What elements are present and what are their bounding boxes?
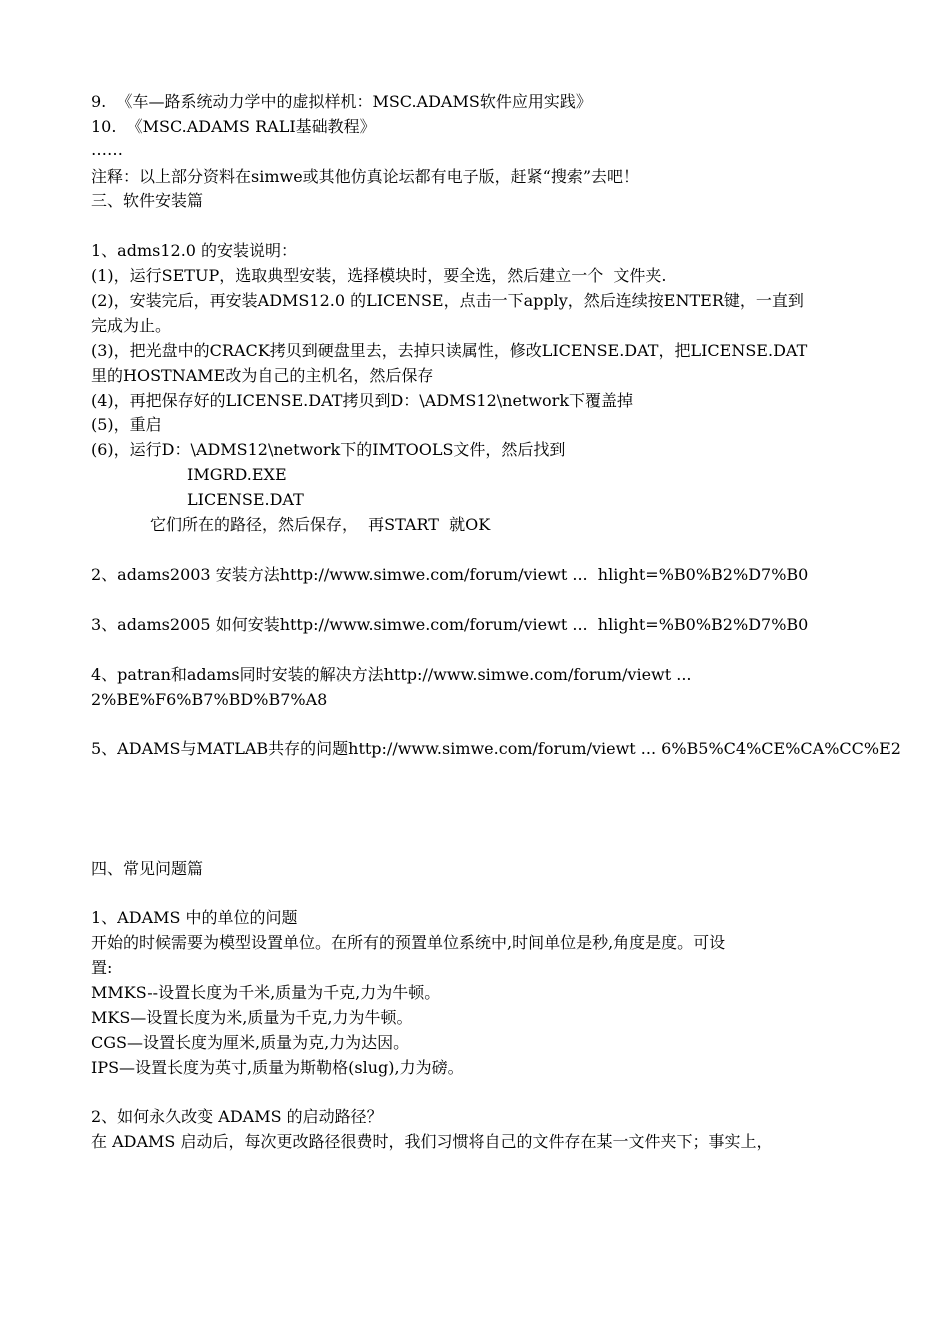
install-step-6: (6)，运行D：\ADMS12\network下的IMTOOLS文件，然后找到 bbox=[91, 440, 566, 459]
section-heading-faq: 四、常见问题篇 bbox=[91, 859, 204, 878]
install-step-4: (4)，再把保存好的LICENSE.DAT拷贝到D：\ADMS12\network下覆盖掉 bbox=[91, 391, 634, 410]
reference-item-10: 10. 《MSC.ADAMS RALI基础教程》 bbox=[91, 117, 376, 136]
install-step-3-cont: 里的HOSTNAME改为自己的主机名，然后保存 bbox=[91, 366, 434, 385]
faq-item-2-body: 在 ADAMS 启动后，每次更改路径很费时，我们习惯将自己的文件存在某一文件夹下；事实上， bbox=[91, 1132, 773, 1151]
install-step-1: (1)，运行SETUP，选取典型安装，选择模块时，要全选，然后建立一个 文件夹. bbox=[91, 266, 667, 285]
install-item-2: 2、adams2003 安装方法http://www.simwe.com/forum/viewt ... hlight=%B0%B2%D7%B0 bbox=[91, 565, 809, 584]
install-step-3: (3)，把光盘中的CRACK拷贝到硬盘里去，去掉只读属性，修改LICENSE.DAT，把LICENSE.DAT bbox=[91, 341, 808, 360]
unit-cgs: CGS—设置长度为厘米,质量为克,力为达因。 bbox=[91, 1033, 410, 1052]
ellipsis: …… bbox=[91, 140, 123, 159]
note-paragraph: 注释：以上部分资料在simwe或其他仿真论坛都有电子版，赶紧“搜索”去吧！ bbox=[91, 167, 640, 186]
unit-ips: IPS—设置长度为英寸,质量为斯勒格(slug),力为磅。 bbox=[91, 1058, 464, 1077]
unit-mks: MKS—设置长度为米,质量为千克,力为牛顿。 bbox=[91, 1008, 413, 1027]
faq-item-2-title: 2、如何永久改变 ADAMS 的启动路径？ bbox=[91, 1107, 383, 1126]
install-item-5: 5、ADAMS与MATLAB共存的问题http://www.simwe.com/forum/viewt ... 6%B5%C4%CE%CA%CC%E2 bbox=[91, 739, 901, 758]
install-item-1-title: 1、adms12.0 的安装说明： bbox=[91, 241, 298, 260]
file-license: LICENSE.DAT bbox=[187, 490, 304, 509]
faq-item-1-body-cont: 置: bbox=[91, 958, 113, 977]
install-step-5: (5)，重启 bbox=[91, 415, 162, 434]
unit-mmks: MMKS--设置长度为千米,质量为千克,力为牛顿。 bbox=[91, 983, 441, 1002]
install-step-2-cont: 完成为止。 bbox=[91, 316, 172, 335]
install-step-2: (2)，安装完后，再安装ADMS12.0 的LICENSE，点击一下apply，然后连续按ENTER键，一直到 bbox=[91, 291, 804, 310]
install-item-4: 4、patran和adams同时安装的解决方法http://www.simwe.com/forum/viewt ... bbox=[91, 665, 692, 684]
file-imgrd: IMGRD.EXE bbox=[187, 465, 287, 484]
install-item-4-cont: 2%BE%F6%B7%BD%B7%A8 bbox=[91, 690, 328, 709]
faq-item-1-body: 开始的时候需要为模型设置单位。在所有的预置单位系统中,时间单位是秒,角度是度。可设 bbox=[91, 933, 726, 952]
reference-item-9: 9. 《车—路系统动力学中的虚拟样机：MSC.ADAMS软件应用实践》 bbox=[91, 92, 592, 111]
faq-item-1-title: 1、ADAMS 中的单位的问题 bbox=[91, 908, 298, 927]
section-heading-install: 三、软件安装篇 bbox=[91, 191, 204, 210]
install-item-3: 3、adams2005 如何安装http://www.simwe.com/forum/viewt ... hlight=%B0%B2%D7%B0 bbox=[91, 615, 809, 634]
install-step-6-cont: 它们所在的路径，然后保存， 再START 就OK bbox=[150, 515, 491, 534]
